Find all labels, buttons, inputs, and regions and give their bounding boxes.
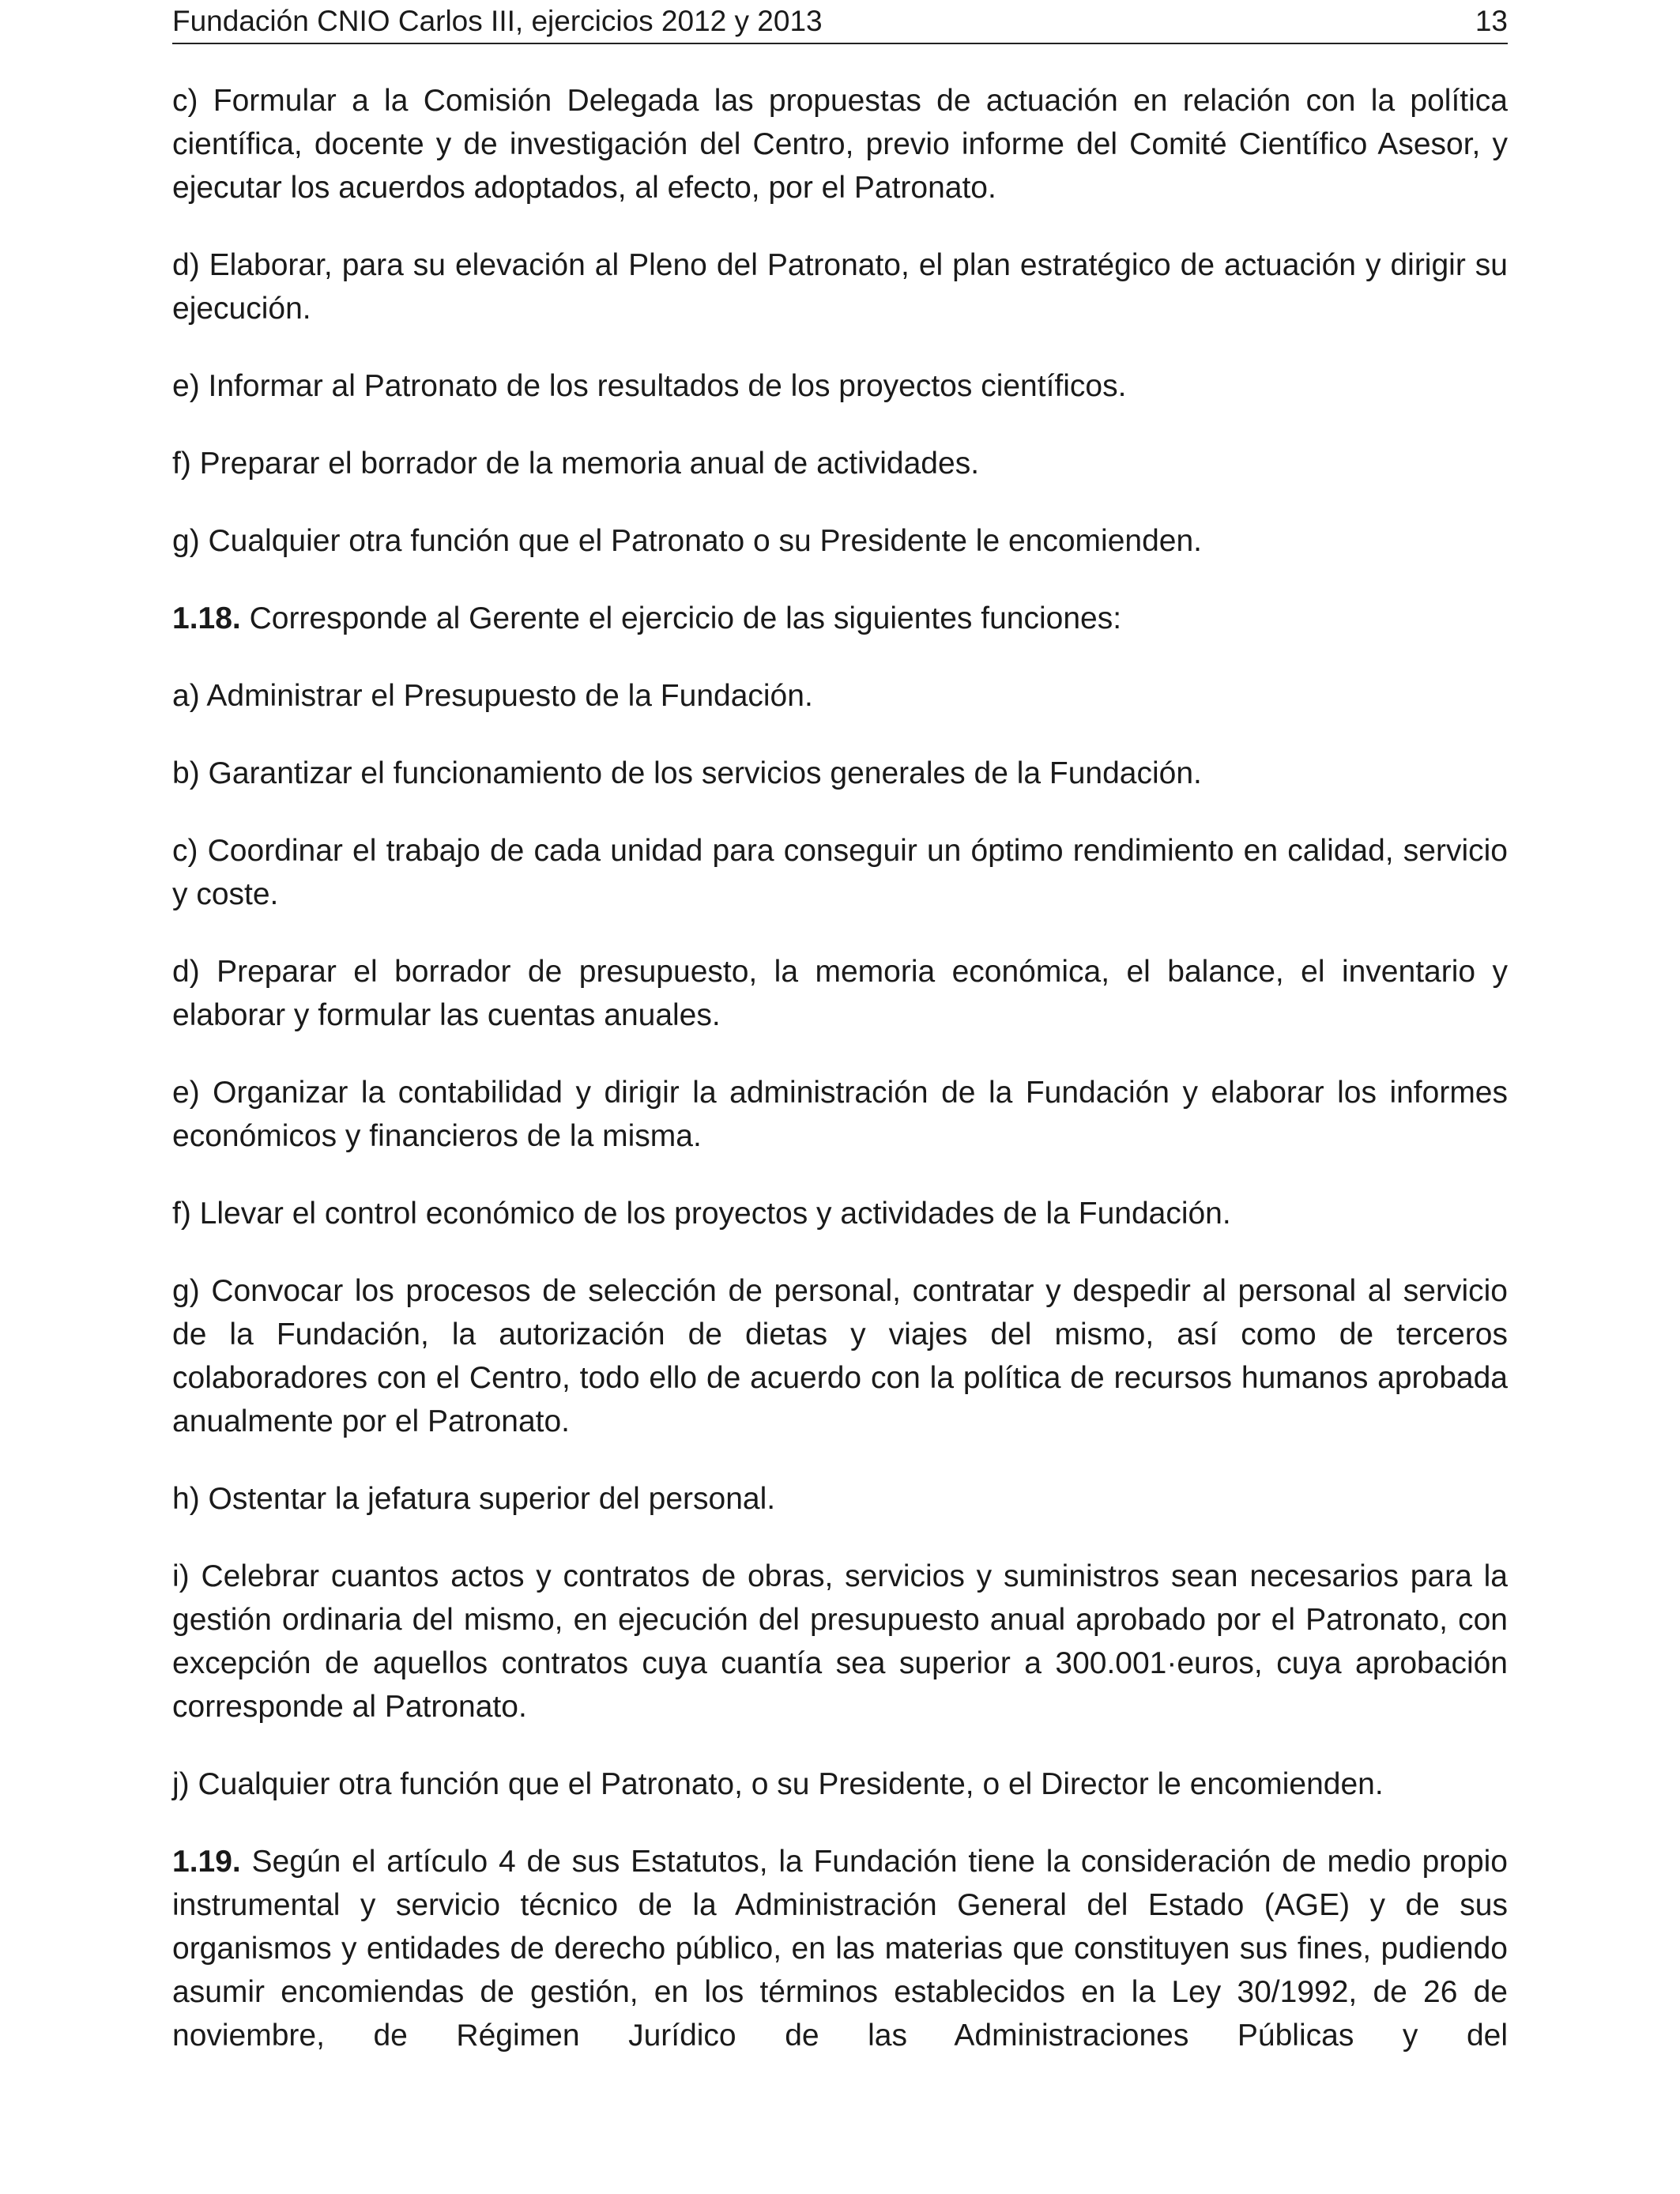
paragraph-e-gerente [172, 1071, 1508, 1158]
paragraph-d-director [172, 243, 1508, 330]
paragraph-text: d) Elaborar, para su elevación al Pleno del Patronato, el plan estratégico de actuación y dirigir su ejecución. [172, 248, 1508, 326]
section-1-18 [172, 597, 1508, 640]
paragraph-h-gerente [172, 1477, 1508, 1521]
paragraph-c-director [172, 79, 1508, 209]
header-title: Fundación CNIO Carlos III, ejercicios 2012 y 2013 [172, 5, 823, 37]
paragraph-text: Según el artículo 4 de sus Estatutos, la Fundación tiene la consideración de medio propio instrumental y servicio técnico de la Administración General del Estado (AGE) y de sus organismos y entidades de derecho público, en las materias que constituyen sus fines, pudiendo asumir encomiendas de gestión, en los términos establecidos en la Ley 30/1992, de 26 de noviembre, de Régimen Jurídico de las Administraciones Públicas y del [172, 1845, 1508, 2053]
paragraph-text: a) Administrar el Presupuesto de la Fundación. [172, 679, 813, 713]
paragraph-text: g) Cualquier otra función que el Patronato o su Presidente le encomienden. [172, 524, 1202, 558]
paragraph-g-gerente [172, 1269, 1508, 1443]
paragraph-text: c) Coordinar el trabajo de cada unidad para conseguir un óptimo rendimiento en calidad, servicio y coste. [172, 834, 1508, 911]
section-number: 1.18. [172, 601, 241, 635]
paragraph-text: i) Celebrar cuantos actos y contratos de obras, servicios y suministros sean necesarios para la gestión ordinaria del mismo, en ejecución del presupuesto anual aprobado por el Patronato, con excepción de aquellos contratos cuya cuantía sea superior a 300.001·euros, cuya aprobación corresponde al Patronato. [172, 1559, 1508, 1724]
paragraph-d-gerente [172, 950, 1508, 1037]
paragraph-b-gerente [172, 752, 1508, 795]
paragraph-a-gerente [172, 674, 1508, 718]
paragraph-text: Corresponde al Gerente el ejercicio de las siguientes funciones: [240, 601, 1122, 635]
paragraph-f-director [172, 442, 1508, 485]
paragraph-e-director [172, 364, 1508, 408]
paragraph-c-gerente [172, 829, 1508, 916]
document-body [172, 79, 1508, 2091]
paragraph-text: d) Preparar el borrador de presupuesto, la memoria económica, el balance, el inventario y elaborar y formular las cuentas anuales. [172, 955, 1508, 1032]
section-number: 1.19. [172, 1845, 241, 1879]
paragraph-text: f) Preparar el borrador de la memoria anual de actividades. [172, 447, 980, 481]
paragraph-text: c) Formular a la Comisión Delegada las propuestas de actuación en relación con la política científica, docente y de investigación del Centro, previo informe del Comité Científico Asesor, y ejecutar los acuerdos adoptados, al efecto, por el Patronato. [172, 84, 1508, 205]
paragraph-j-gerente [172, 1762, 1508, 1806]
paragraph-g-director [172, 519, 1508, 563]
paragraph-i-gerente [172, 1555, 1508, 1728]
paragraph-text: e) Informar al Patronato de los resultados de los proyectos científicos. [172, 369, 1127, 403]
paragraph-text: j) Cualquier otra función que el Patronato, o su Presidente, o el Director le encomienden. [172, 1767, 1384, 1801]
paragraph-text: f) Llevar el control económico de los proyectos y actividades de la Fundación. [172, 1197, 1231, 1231]
section-1-19 [172, 1840, 1508, 2057]
paragraph-text: b) Garantizar el funcionamiento de los servicios generales de la Fundación. [172, 756, 1202, 790]
paragraph-f-gerente [172, 1192, 1508, 1235]
page-number: 13 [1475, 5, 1508, 37]
paragraph-text: e) Organizar la contabilidad y dirigir la administración de la Fundación y elaborar los informes económicos y financieros de la misma. [172, 1076, 1508, 1153]
paragraph-text: h) Ostentar la jefatura superior del personal. [172, 1482, 776, 1516]
page-header [172, 0, 1508, 44]
paragraph-text: g) Convocar los procesos de selección de personal, contratar y despedir al personal al servicio de la Fundación, la autorización de dietas y viajes del mismo, así como de terceros colaboradores con el Centro, todo ello de acuerdo con la política de recursos humanos aprobada anualmente por el Patronato. [172, 1274, 1508, 1438]
